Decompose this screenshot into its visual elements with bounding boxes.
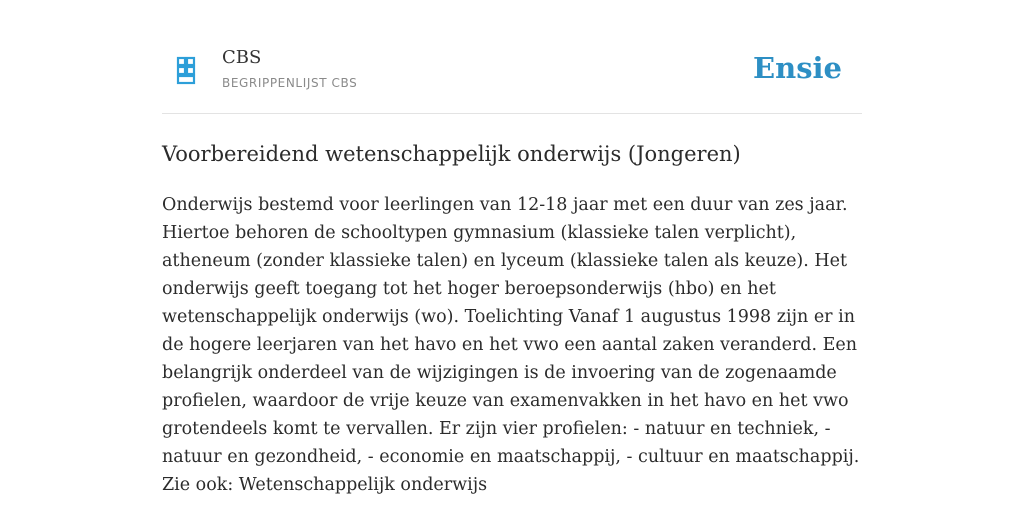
entry-title: Voorbereidend wetenschappelijk onderwijs (Jongeren) (162, 142, 741, 166)
cbs-logo-icon[interactable] (174, 56, 198, 86)
entry-header (162, 0, 862, 114)
ensie-logo[interactable]: Ensie (753, 51, 842, 85)
entry-definition: Onderwijs bestemd voor leerlingen van 12-18 jaar met een duur van zes jaar. Hiertoe behoren de schooltypen gymnasium (klassieke talen verplicht), atheneum (zonder klassieke talen) en lyceum (klassieke talen als keuze). Het onderwijs geeft toegang tot het hoger beroepsonderwijs (hbo) en het wetenschappelijk onderwijs (wo). Toelichting Vanaf 1 augustus 1998 zijn er in de hogere leerjaren van het havo en het vwo een aantal zaken veranderd. Een belangrijk onderdeel van de wijzigingen is de invoering van de zogenaamde profielen, waardoor de vrije keuze van examenvakken in het havo en het vwo grotendeels komt te vervallen. Er zijn vier profielen: - natuur en techniek, - natuur en gezondheid, - economie en maatschappij, - cultuur en maatschappij. Zie ook: Wetenschappelijk onderwijs (162, 195, 860, 495)
source-subtitle: BEGRIPPENLIJST CBS (222, 76, 358, 90)
entry-card (162, 0, 862, 499)
source-name[interactable]: CBS (222, 47, 262, 68)
